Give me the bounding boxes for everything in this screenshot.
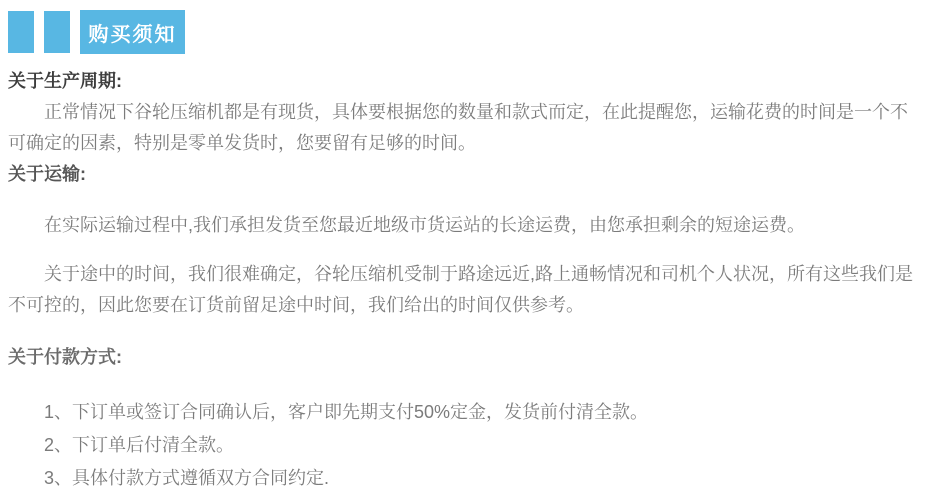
- heading-payment: 关于付款方式:: [8, 347, 122, 367]
- decorative-square-1: [8, 11, 34, 53]
- paragraph-production-cycle: 正常情况下谷轮压缩机都是有现货，具体要根据您的数量和款式而定，在此提醒您，运输花费的时间是一个不可确定的因素，特别是零单发货时，您要留有足够的时间。: [8, 102, 908, 153]
- payment-term-1: 1、下订单或签订合同确认后，客户即先期支付50%定金，发货前付清全款。: [44, 402, 649, 422]
- paragraph-shipping-time: 关于途中的时间，我们很难确定，谷轮压缩机受制于路途远近,路上通畅情况和司机个人状况，所有这些我们是不可控的，因此您要在订货前留足途中时间，我们给出的时间仅供参考。: [8, 264, 913, 315]
- payment-term-3: 3、具体付款方式遵循双方合同约定.: [44, 468, 330, 488]
- heading-production-cycle: 关于生产周期:: [8, 71, 122, 91]
- payment-term-2: 2、下订单后付清全款。: [44, 435, 235, 455]
- paragraph-shipping-cost: 在实际运输过程中,我们承担发货至您最近地级市货运站的长途运费，由您承担剩余的短途运费。: [44, 215, 805, 235]
- section-title-badge: [80, 10, 185, 54]
- heading-shipping: 关于运输:: [8, 164, 86, 184]
- section-header: [8, 10, 915, 54]
- decorative-square-2: [44, 11, 70, 53]
- section-title: 购买须知: [88, 23, 177, 46]
- payment-terms-list: [8, 396, 915, 495]
